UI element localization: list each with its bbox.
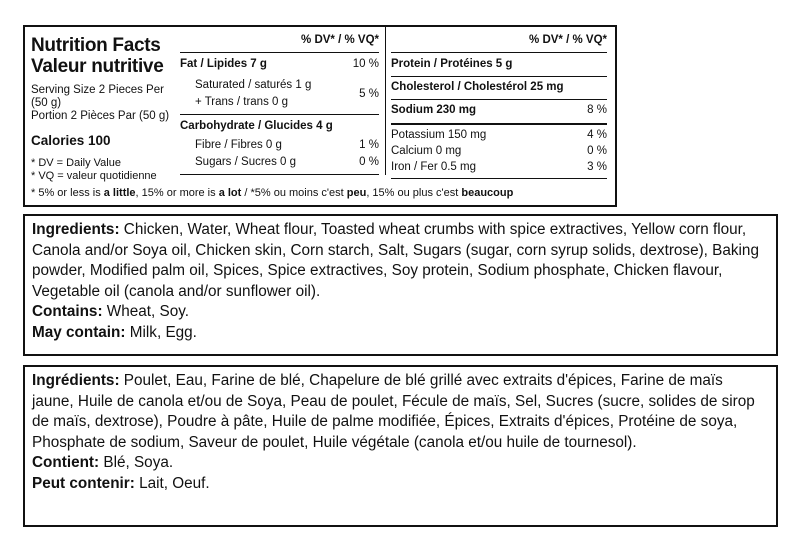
nutrient-label: Iron / Fer 0.5 mg [391, 161, 477, 173]
serving-size-en: Serving Size 2 Pieces Per (50 g) [31, 84, 164, 109]
nutrient-dv: 1 % [359, 139, 379, 151]
dv-column-header: % DV* / % VQ* [180, 34, 379, 53]
column-divider [385, 27, 386, 175]
nutrient-label: Fat / Lipides 7 g [180, 58, 267, 70]
ingredients-list [32, 220, 768, 302]
ingredients-label: Ingrédients: [32, 372, 120, 389]
ingredients-body: Poulet, Eau, Farine de blé, Chapelure de blé grillé avec extraits d'épices, Farine de maïs jaune, Huile de canola et/ou de Soya, Peau de poulet, Fécule de maïs, Sel, Sucres (sucre, solides de sirop de maïs, dextrose), Poudre à pâte, Huile de palme modifiée, Épices, Extraits d'épices, Protéine de soya, Phosphate de sodium, Saveur de poulet, Huile végétale (canola et/ou huile de tournesol). [32, 372, 755, 451]
nutrient-label: Cholesterol / Cholestérol 25 mg [391, 81, 564, 93]
nutrient-label: Protein / Protéines 5 g [391, 58, 513, 70]
nutrient-label: Saturated / saturés 1 g [195, 79, 312, 91]
footnote-text: / *5% ou moins c'est [241, 187, 347, 199]
divider [391, 99, 607, 100]
nutrient-label: Sugars / Sucres 0 g [195, 156, 296, 168]
nutrient-label: Carbohydrate / Glucides 4 g [180, 120, 333, 132]
nutrition-title-fr: Valeur nutritive [31, 56, 164, 77]
divider [391, 123, 607, 125]
nutrition-title-en: Nutrition Facts [31, 35, 161, 56]
ingredients-text-en [32, 220, 768, 343]
may-contain-text: Milk, Egg. [125, 323, 197, 341]
may-contain-line [32, 474, 768, 495]
contains-text: Blé, Soya. [99, 454, 174, 471]
nutrient-label: + Trans / trans 0 g [195, 96, 289, 108]
ingredients-text-fr [32, 371, 768, 494]
divider [391, 178, 607, 179]
contains-line [32, 302, 768, 323]
nutrient-dv: 10 % [352, 58, 379, 70]
nutrient-label: Calcium 0 mg [391, 145, 462, 157]
ingredients-panel-en [23, 214, 778, 356]
contains-label: Contains: [32, 303, 103, 320]
footnote-emphasis: a lot [218, 187, 242, 199]
contains-text: Wheat, Soy. [102, 303, 189, 320]
nutrient-dv: 8 % [587, 104, 607, 116]
may-contain-label: Peut contenir: [32, 474, 135, 492]
ingredients-list [32, 371, 768, 453]
ingredients-panel-fr [23, 365, 778, 527]
nutrient-dv: 4 % [587, 129, 607, 141]
dv-legend [31, 157, 181, 183]
nutrient-column-right [391, 34, 607, 179]
divider [180, 114, 379, 115]
may-contain-line [32, 323, 768, 344]
nutrient-dv: 0 % [587, 145, 607, 157]
nutrient-column-left [180, 34, 379, 179]
legend-vq: * VQ = valeur quotidienne [31, 170, 157, 182]
footnote-text: * 5% or less is [31, 187, 104, 199]
nutrient-dv: 3 % [587, 161, 607, 173]
nutrient-dv: 5 % [359, 88, 379, 100]
contains-line [32, 453, 768, 474]
footnote-emphasis: a little [103, 187, 136, 199]
serving-size-fr: Portion 2 Pièces Par (50 g) [31, 110, 170, 122]
nutrient-dv: 0 % [359, 156, 379, 168]
ingredients-label: Ingredients: [32, 221, 120, 238]
nutrient-label: Sodium 230 mg [391, 104, 476, 116]
divider [180, 174, 379, 175]
footnote-emphasis: beaucoup [461, 187, 514, 199]
footnote-text: , 15% or more is [135, 187, 219, 199]
nutrition-header [31, 35, 181, 183]
dv-column-header: % DV* / % VQ* [391, 34, 607, 53]
footnote-emphasis: peu [346, 187, 367, 199]
contains-label: Contient: [32, 454, 100, 471]
dv-footnote [31, 187, 513, 199]
divider [391, 76, 607, 77]
may-contain-label: May contain: [32, 323, 126, 341]
serving-size [31, 84, 181, 123]
nutrient-label: Potassium 150 mg [391, 129, 487, 141]
legend-dv: * DV = Daily Value [31, 157, 121, 169]
may-contain-text: Lait, Oeuf. [134, 474, 210, 492]
calories: Calories 100 [31, 133, 111, 148]
ingredients-body: Chicken, Water, Wheat flour, Toasted wheat crumbs with spice extractives, Yellow corn flour, Canola and/or Soya oil, Chicken skin, Corn starch, Salt, Sugars (sugar, corn syrup solids, dextrose), Baking powder, Modified palm oil, Spices, Spice extractives, Soy protein, Sodium phosphate, Chicken flavour, Vegetable oil (canola and/or sunflower oil). [32, 221, 759, 300]
nutrient-label: Fibre / Fibres 0 g [195, 139, 282, 151]
nutrition-facts-table [23, 25, 617, 207]
footnote-text: , 15% ou plus c'est [366, 187, 462, 199]
